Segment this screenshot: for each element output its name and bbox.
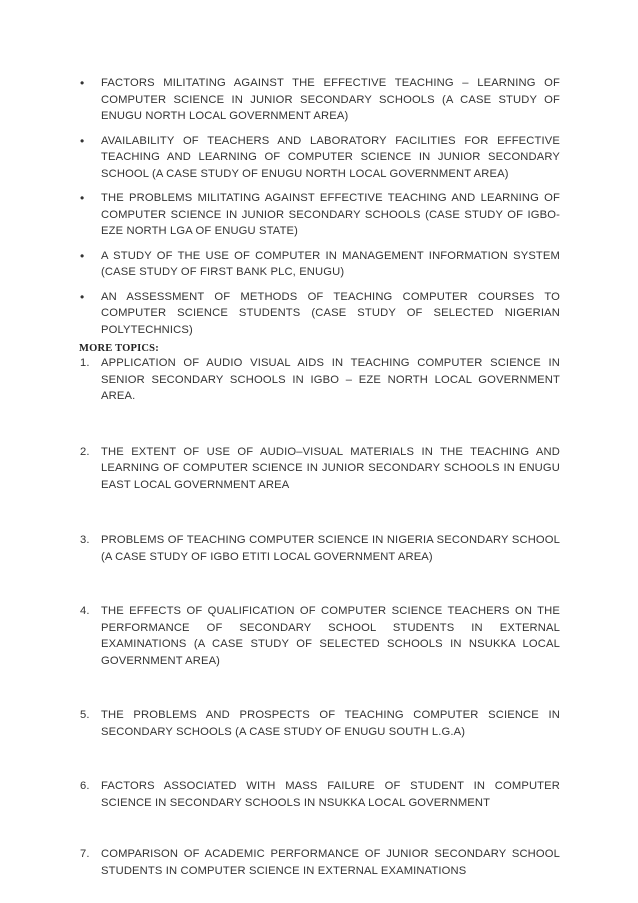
numbered-item-text: FACTORS ASSOCIATED WITH MASS FAILURE OF STUDENT IN COMPUTER SCIENCE IN SECONDARY SCHOOLS IN NSUKKA LOCAL GOVERNMENT <box>101 780 560 809</box>
bullet-item-text: A STUDY OF THE USE OF COMPUTER IN MANAGEMENT INFORMATION SYSTEM (CASE STUDY OF FIRST BANK PLC, ENUGU) <box>101 249 560 278</box>
numbered-item <box>80 603 560 669</box>
numbered-item <box>80 778 560 811</box>
numbered-topic-list <box>80 355 560 879</box>
item-number: 4. <box>80 605 90 617</box>
bullet-icon: • <box>80 76 85 90</box>
bullet-icon: • <box>80 289 85 304</box>
numbered-item-text: APPLICATION OF AUDIO VISUAL AIDS IN TEACHING COMPUTER SCIENCE IN SENIOR SECONDARY SCHOOLS IN IGBO – EZE NORTH LOCAL GOVERNMENT AREA. <box>101 357 560 402</box>
numbered-item-text: THE EXTENT OF USE OF AUDIO–VISUAL MATERIALS IN THE TEACHING AND LEARNING OF COMPUTER SCIENCE IN JUNIOR SECONDARY SCHOOLS IN ENUGU EAST LOCAL GOVERNMENT AREA <box>101 445 560 491</box>
bullet-item-text: AN ASSESSMENT OF METHODS OF TEACHING COMPUTER COURSES TO COMPUTER SCIENCE STUDENTS (CASE STUDY OF SELECTED NIGERIAN POLYTECHNICS) <box>101 290 560 336</box>
numbered-item <box>80 846 560 879</box>
numbered-item <box>80 355 560 405</box>
bullet-item <box>80 289 560 339</box>
numbered-item-text: THE PROBLEMS AND PROSPECTS OF TEACHING COMPUTER SCIENCE IN SECONDARY SCHOOLS (A CASE STUDY OF ENUGU SOUTH L.G.A) <box>101 709 560 738</box>
item-number: 6. <box>80 780 90 792</box>
bullet-icon: • <box>80 133 85 148</box>
numbered-item-text: COMPARISON OF ACADEMIC PERFORMANCE OF JUNIOR SECONDARY SCHOOL STUDENTS IN COMPUTER SCIENCE IN EXTERNAL EXAMINATIONS <box>101 848 560 877</box>
bullet-icon: • <box>80 248 85 263</box>
numbered-item <box>80 532 560 565</box>
item-number: 1. <box>80 357 90 369</box>
bullet-item-text: AVAILABILITY OF TEACHERS AND LABORATORY FACILITIES FOR EFFECTIVE TEACHING AND LEARNING OF COMPUTER SCIENCE IN JUNIOR SECONDARY SCHOOL (A CASE STUDY OF ENUGU NORTH LOCAL GOVERNMENT AREA) <box>101 134 560 180</box>
bullet-icon: • <box>80 191 85 205</box>
item-number: 5. <box>80 709 90 721</box>
bullet-item <box>80 248 560 281</box>
item-number: 2. <box>80 445 90 458</box>
bullet-item <box>80 75 560 125</box>
numbered-item-text: PROBLEMS OF TEACHING COMPUTER SCIENCE IN NIGERIA SECONDARY SCHOOL (A CASE STUDY OF IGBO ETITI LOCAL GOVERNMENT AREA) <box>101 534 560 563</box>
bullet-topic-list <box>80 75 560 346</box>
numbered-item <box>80 707 560 740</box>
bullet-item-text: FACTORS MILITATING AGAINST THE EFFECTIVE TEACHING – LEARNING OF COMPUTER SCIENCE IN JUNIOR SECONDARY SCHOOLS (A CASE STUDY OF ENUGU NORTH LOCAL GOVERNMENT AREA) <box>101 77 560 122</box>
bullet-item <box>80 190 560 240</box>
bullet-item <box>80 133 560 183</box>
item-number: 3. <box>80 534 90 546</box>
numbered-item-text: THE EFFECTS OF QUALIFICATION OF COMPUTER SCIENCE TEACHERS ON THE PERFORMANCE OF SECONDARY SCHOOL STUDENTS IN EXTERNAL EXAMINATIONS (A CASE STUDY OF SELECTED SCHOOLS IN NSUKKA LOCAL GOVERNMENT AREA) <box>101 605 560 667</box>
bullet-item-text: THE PROBLEMS MILITATING AGAINST EFFECTIVE TEACHING AND LEARNING OF COMPUTER SCIENCE IN JUNIOR SECONDARY SCHOOLS (CASE STUDY OF IGBO-EZE NORTH LGA OF ENUGU STATE) <box>101 192 560 237</box>
item-number: 7. <box>80 848 90 860</box>
section-heading: MORE TOPICS: <box>79 343 159 354</box>
numbered-item <box>80 444 560 494</box>
